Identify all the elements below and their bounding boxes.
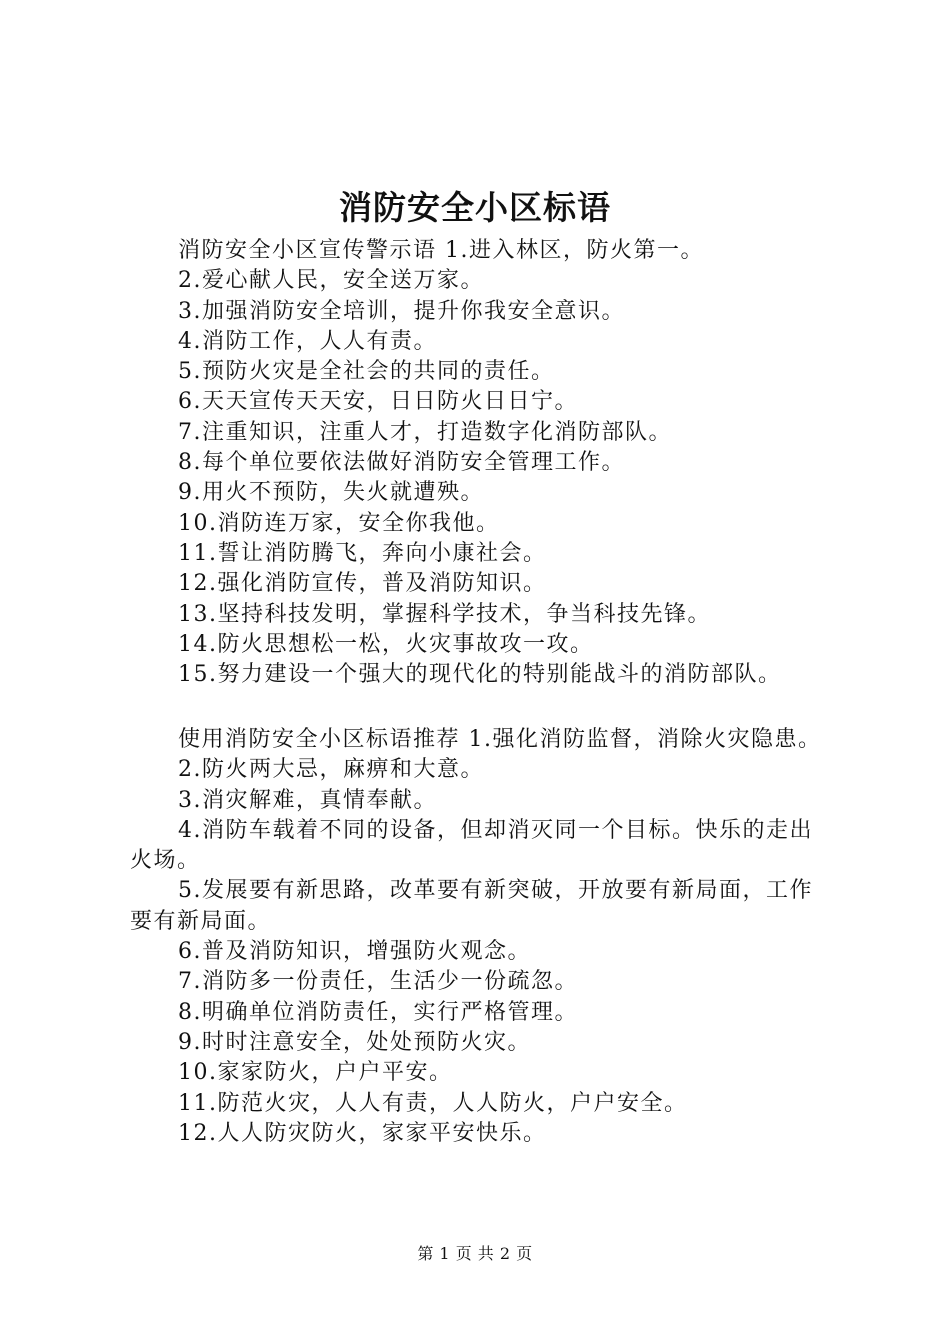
paragraph: 10.家家防火，户户平安。 bbox=[178, 1060, 453, 1086]
paragraph: 5.预防火灾是全社会的共同的责任。 bbox=[178, 359, 555, 385]
paragraph: 消防安全小区宣传警示语 1.进入林区，防火第一。 bbox=[178, 238, 704, 263]
paragraph: 使用消防安全小区标语推荐 1.强化消防监督，消除火灾隐患。 bbox=[178, 727, 822, 752]
paragraph: 7.注重知识，注重人才，打造数字化消防部队。 bbox=[178, 419, 672, 445]
paragraph: 13.坚持科技发明，掌握科学技术，争当科技先锋。 bbox=[178, 601, 711, 627]
paragraph: 7.消防多一份责任，生活少一份疏忽。 bbox=[178, 969, 578, 995]
paragraph: 6.普及消防知识，增强防火观念。 bbox=[178, 939, 531, 965]
paragraph: 8.每个单位要依法做好消防安全管理工作。 bbox=[178, 450, 625, 476]
paragraph: 11.誓让消防腾飞，奔向小康社会。 bbox=[178, 540, 547, 566]
slogan-list-2 bbox=[130, 725, 835, 1149]
paragraph: 2.爱心献人民，安全送万家。 bbox=[178, 268, 484, 294]
paragraph: 5.发展要有新思路，改革要有新突破，开放要有新局面，工作要有新局面。 bbox=[130, 878, 813, 934]
paragraph: 12.人人防灾防火，家家平安快乐。 bbox=[178, 1120, 547, 1146]
paragraph: 3.消灾解难，真情奉献。 bbox=[178, 787, 437, 813]
paragraph: 8.明确单位消防责任，实行严格管理。 bbox=[178, 999, 578, 1025]
paragraph: 10.消防连万家，安全你我他。 bbox=[178, 510, 500, 536]
paragraph: 14.防火思想松一松，火灾事故攻一攻。 bbox=[178, 631, 594, 657]
paragraph: 4.消防工作，人人有责。 bbox=[178, 328, 437, 354]
paragraph: 15.努力建设一个强大的现代化的特别能战斗的消防部队。 bbox=[178, 662, 782, 688]
document-title: 消防安全小区标语 bbox=[339, 188, 611, 227]
paragraph: 12.强化消防宣传，普及消防知识。 bbox=[178, 571, 547, 597]
paragraph: 11.防范火灾，人人有责，人人防火，户户安全。 bbox=[178, 1090, 688, 1116]
paragraph: 6.天天宣传天天安，日日防火日日宁。 bbox=[178, 389, 578, 415]
paragraph: 4.消防车载着不同的设备，但却消灭同一个目标。快乐的走出火场。 bbox=[130, 817, 813, 874]
paragraph: 9.用火不预防，失火就遭殃。 bbox=[178, 480, 484, 506]
paragraph: 9.时时注意安全，处处预防火灾。 bbox=[178, 1029, 531, 1055]
slogan-list-1 bbox=[130, 236, 835, 690]
page-number: 第 1 页 共 2 页 bbox=[417, 1244, 533, 1263]
paragraph: 3.加强消防安全培训，提升你我安全意识。 bbox=[178, 298, 625, 324]
paragraph: 2.防火两大忌，麻痹和大意。 bbox=[178, 757, 484, 783]
